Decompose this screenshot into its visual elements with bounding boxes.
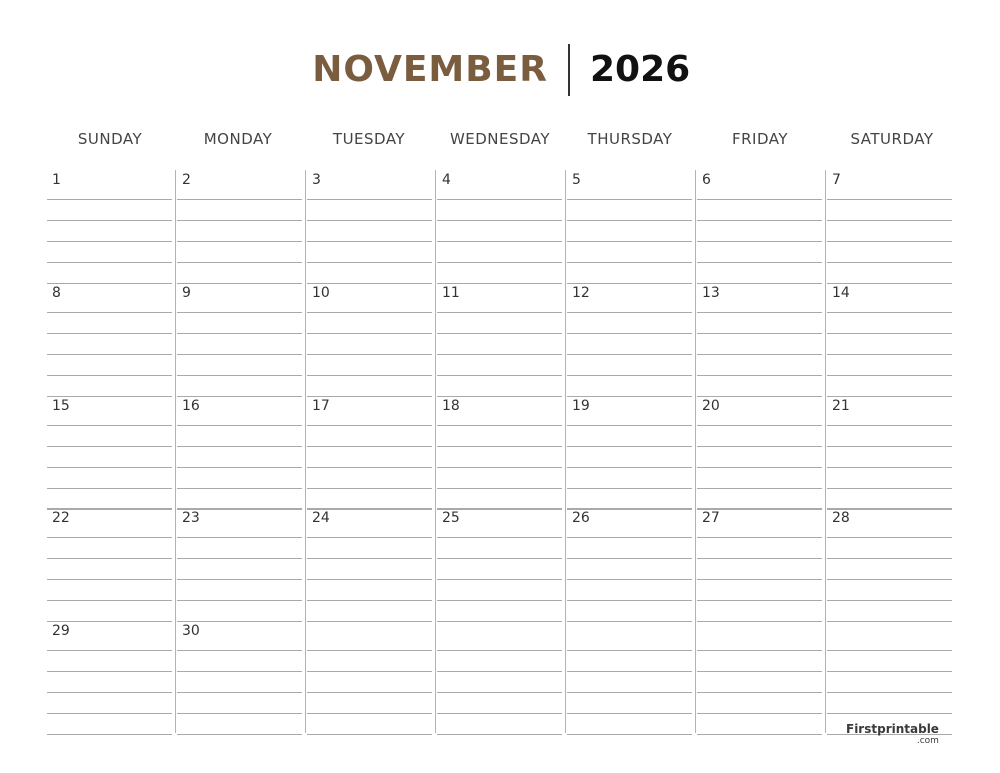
weekday-label-tuesday: TUESDAY [332,130,406,148]
writing-line [177,734,302,735]
cell-top-rule [697,621,822,622]
writing-line [177,671,302,672]
writing-line [567,354,692,355]
writing-line [827,488,952,489]
writing-line [47,241,172,242]
writing-line [177,425,302,426]
writing-line [567,713,692,714]
cell-top-rule [437,283,562,284]
cell-top-rule [567,396,692,397]
writing-line [697,312,822,313]
cell-top-rule [437,396,562,397]
writing-line [177,650,302,651]
writing-line [697,713,822,714]
writing-line [697,241,822,242]
day-cell[interactable] [307,621,432,733]
writing-line [827,650,952,651]
writing-line [307,734,432,735]
writing-line [697,375,822,376]
day-number: 20 [702,398,720,414]
writing-line [307,446,432,447]
writing-line [307,241,432,242]
writing-line [47,558,172,559]
cell-top-rule [567,508,692,509]
writing-line [177,312,302,313]
writing-line [307,354,432,355]
writing-line [437,354,562,355]
writing-line [567,446,692,447]
writing-line [567,262,692,263]
day-number: 12 [572,285,590,301]
writing-line [697,488,822,489]
writing-line [177,199,302,200]
cell-top-rule [47,396,172,397]
writing-line [307,312,432,313]
writing-line [827,262,952,263]
writing-line [177,220,302,221]
cell-top-rule [567,621,692,622]
day-cell[interactable] [827,170,952,282]
writing-line [437,199,562,200]
writing-line [47,713,172,714]
writing-line [697,671,822,672]
writing-line [567,734,692,735]
writing-line [437,312,562,313]
writing-line [177,488,302,489]
day-number: 21 [832,398,850,414]
writing-line [437,537,562,538]
cell-top-rule [697,508,822,509]
day-number: 10 [312,285,330,301]
writing-line [307,199,432,200]
writing-line [827,446,952,447]
writing-line [177,467,302,468]
day-number: 18 [442,398,460,414]
writing-line [47,262,172,263]
day-cell[interactable] [437,170,562,282]
writing-line [567,467,692,468]
writing-line [307,220,432,221]
writing-line [827,467,952,468]
logo-brand-text: Firstprintable [846,722,939,736]
writing-line [47,375,172,376]
day-number: 9 [182,285,191,301]
writing-line [567,600,692,601]
writing-line [307,579,432,580]
writing-line [47,425,172,426]
day-number: 8 [52,285,61,301]
writing-line [47,220,172,221]
writing-line [827,600,952,601]
cell-top-rule [437,508,562,509]
writing-line [567,579,692,580]
writing-line [47,579,172,580]
day-number: 3 [312,172,321,188]
day-number: 27 [702,510,720,526]
cell-top-rule [307,396,432,397]
cell-top-rule [177,508,302,509]
writing-line [307,262,432,263]
day-number: 15 [52,398,70,414]
writing-line [437,467,562,468]
writing-line [827,558,952,559]
writing-line [307,692,432,693]
writing-line [697,558,822,559]
writing-line [177,262,302,263]
cell-top-rule [47,621,172,622]
cell-top-rule [827,508,952,509]
cell-top-rule [567,283,692,284]
writing-line [47,488,172,489]
day-cell[interactable] [697,621,822,733]
writing-line [567,333,692,334]
writing-line [827,333,952,334]
writing-line [47,537,172,538]
day-number: 16 [182,398,200,414]
writing-line [697,333,822,334]
writing-line [437,600,562,601]
writing-line [827,579,952,580]
writing-line [47,734,172,735]
day-number: 2 [182,172,191,188]
year-title: 2026 [590,49,691,90]
column-separator [825,170,826,733]
writing-line [697,579,822,580]
writing-line [177,375,302,376]
writing-line [177,241,302,242]
day-cell[interactable] [47,170,172,282]
writing-line [177,333,302,334]
day-cell[interactable] [697,170,822,282]
writing-line [47,671,172,672]
writing-line [827,692,952,693]
month-title: NOVEMBER [312,49,548,90]
day-number: 22 [52,510,70,526]
writing-line [437,558,562,559]
day-number: 4 [442,172,451,188]
writing-line [697,650,822,651]
writing-line [697,692,822,693]
writing-line [567,558,692,559]
writing-line [567,488,692,489]
writing-line [307,425,432,426]
cell-top-rule [827,283,952,284]
cell-top-rule [307,283,432,284]
writing-line [437,241,562,242]
day-number: 11 [442,285,460,301]
weekday-label-thursday: THURSDAY [587,130,673,148]
writing-line [177,579,302,580]
writing-line [47,199,172,200]
day-number: 23 [182,510,200,526]
writing-line [567,199,692,200]
day-cell[interactable] [177,283,302,395]
writing-line [697,734,822,735]
day-number: 6 [702,172,711,188]
day-number: 13 [702,285,720,301]
day-cell[interactable] [47,283,172,395]
day-number: 19 [572,398,590,414]
column-separator [565,170,566,733]
column-separator [435,170,436,733]
writing-line [47,333,172,334]
writing-line [307,375,432,376]
writing-line [177,558,302,559]
writing-line [827,199,952,200]
weekday-label-sunday: SUNDAY [77,130,143,148]
writing-line [307,671,432,672]
cell-top-rule [827,621,952,622]
writing-line [437,262,562,263]
day-number: 1 [52,172,61,188]
cell-top-rule [437,621,562,622]
writing-line [307,537,432,538]
cell-top-rule [307,508,432,509]
column-separator [175,170,176,733]
writing-line [827,425,952,426]
writing-line [827,375,952,376]
writing-line [437,734,562,735]
writing-line [827,713,952,714]
column-separator [695,170,696,733]
day-number: 28 [832,510,850,526]
writing-line [307,333,432,334]
brand-logo [846,722,939,746]
day-number: 5 [572,172,581,188]
writing-line [437,488,562,489]
cell-top-rule [177,621,302,622]
writing-line [567,537,692,538]
writing-line [437,220,562,221]
writing-line [567,692,692,693]
day-number: 29 [52,623,70,639]
day-number: 14 [832,285,850,301]
writing-line [177,354,302,355]
day-cell[interactable] [437,621,562,733]
writing-line [177,446,302,447]
writing-line [827,354,952,355]
writing-line [47,467,172,468]
writing-line [697,199,822,200]
writing-line [437,446,562,447]
writing-line [307,650,432,651]
writing-line [697,425,822,426]
writing-line [437,713,562,714]
weekday-label-monday: MONDAY [203,130,273,148]
cell-top-rule [827,396,952,397]
day-cell[interactable] [567,621,692,733]
writing-line [307,488,432,489]
day-number: 7 [832,172,841,188]
writing-line [567,650,692,651]
day-number: 24 [312,510,330,526]
writing-line [567,312,692,313]
writing-line [307,558,432,559]
cell-top-rule [177,283,302,284]
writing-line [437,579,562,580]
writing-line [827,671,952,672]
writing-line [827,537,952,538]
writing-line [567,425,692,426]
weekday-label-friday: FRIDAY [731,130,789,148]
weekday-label-saturday: SATURDAY [850,130,934,148]
cell-top-rule [47,508,172,509]
writing-line [697,537,822,538]
writing-line [177,537,302,538]
weekday-label-wednesday: WEDNESDAY [449,130,551,148]
day-number: 25 [442,510,460,526]
title-divider [568,44,570,96]
writing-line [307,713,432,714]
writing-line [437,650,562,651]
day-cell[interactable] [567,170,692,282]
day-number: 26 [572,510,590,526]
cell-top-rule [47,283,172,284]
day-cell[interactable] [177,170,302,282]
writing-line [437,425,562,426]
writing-line [567,241,692,242]
writing-line [567,220,692,221]
writing-line [697,467,822,468]
writing-line [437,375,562,376]
writing-line [47,650,172,651]
writing-line [437,333,562,334]
logo-domain-text: .com [916,736,939,746]
writing-line [567,671,692,672]
writing-line [827,312,952,313]
writing-line [47,312,172,313]
writing-line [307,600,432,601]
cell-top-rule [307,621,432,622]
cell-top-rule [177,396,302,397]
writing-line [697,600,822,601]
day-cell[interactable] [307,170,432,282]
day-number: 30 [182,623,200,639]
writing-line [827,220,952,221]
column-separator [305,170,306,733]
writing-line [697,220,822,221]
day-cell[interactable] [827,621,952,733]
day-number: 17 [312,398,330,414]
writing-line [177,713,302,714]
writing-line [47,600,172,601]
writing-line [827,241,952,242]
writing-line [47,692,172,693]
cell-top-rule [697,283,822,284]
writing-line [437,671,562,672]
writing-line [697,262,822,263]
writing-line [47,446,172,447]
writing-line [307,467,432,468]
writing-line [697,354,822,355]
cell-top-rule [697,396,822,397]
writing-line [47,354,172,355]
writing-line [567,375,692,376]
writing-line [177,600,302,601]
writing-line [697,446,822,447]
writing-line [437,692,562,693]
calendar-header [0,44,1000,98]
writing-line [177,692,302,693]
